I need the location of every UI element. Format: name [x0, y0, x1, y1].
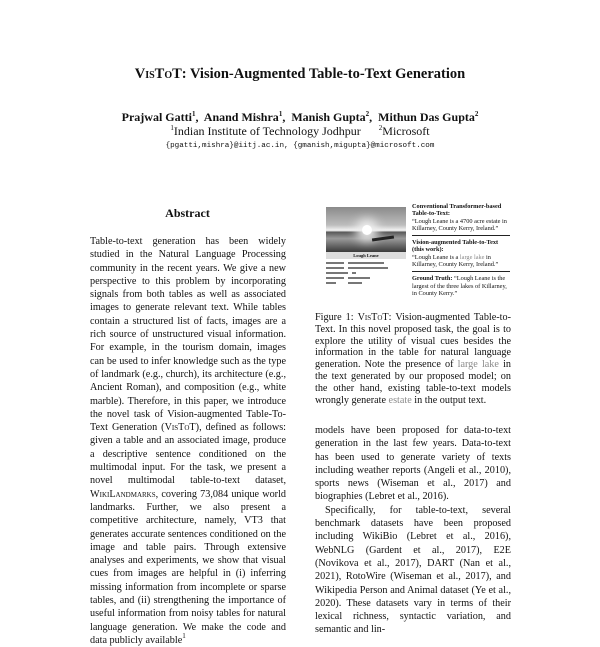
infobox-row	[326, 277, 406, 279]
abstract-heading: Abstract	[165, 206, 210, 220]
paragraph: Specifically, for table-to-text, several benchmark datasets have been proposed including WikiBio (Lebret et al., 2016), WebNLG (Gardent et al., 2017), E2E (Novikova et al., 2017), DART (Nan et al., 2021), RotoWire (Wiseman et al., 2017), and Wikipedia Person and Animal dataset (Ye et al., 2020). These datasets vary in terms of their lexical richness, syntactic variation, and semantic and lin-	[315, 504, 511, 636]
figure-lake-image	[326, 207, 406, 252]
ground-truth: Ground Truth: “Lough Leane is the largest of the three lakes of Killarney, in County Kerry.”	[412, 271, 510, 300]
author: Manish Gupta$^2$,	[291, 110, 376, 124]
abstract-text: Table-to-text generation has been widely studied in the Natural Language Processing community in the recent years. We give a new perspective to this problem by incorporating signals from both tables as well as associated images to generate relevant text. While tables contain a structured list of facts, images are a rich source of unstructured visual information. For example, in the tourism domain, images can be used to infer knowledge such as the type of landmark (e.g., church), its architecture (e.g., Ancient Roman), and composition (e.g., white marble). Therefore, in this paper, we introduce the novel task of Vision-augmented Table-To-Text Generation (VisToT), defined as follows: given a table and an associated image, produce a descriptive sentence conditioned on the multimodal input. For the task, we present a novel multimodal table-to-text dataset, WikiLandmarks, covering 73,084 unique world landmarks. Further, we also present a competitive architecture, namely, VT3 that generates accurate sentences conditioned on the image and table pairs. Through extensive analyses and experiments, we show that visual cues from images are helpful in (i) inferring missing information from incomplete or sparse tables, and (ii) strengthening the importance of useful information from noisy tables for natural language generation. We make the code and data publicly available$^1$	[90, 236, 286, 646]
introduction-text	[315, 424, 511, 637]
title-short: VisToT	[134, 66, 182, 82]
affiliation: $^2$Microsoft	[378, 124, 430, 138]
sun-shape	[362, 225, 372, 235]
figure-comparison-text	[412, 202, 510, 300]
figure-infobox-table	[326, 252, 406, 300]
boat-shape	[372, 235, 394, 241]
footnote-mark[interactable]: 1	[182, 631, 186, 640]
infobox-row	[326, 272, 406, 274]
infobox-row	[326, 262, 406, 264]
infobox-row	[326, 282, 406, 284]
author: Anand Mishra$^1$,	[203, 110, 289, 124]
paragraph: models have been proposed for data-to-text generation in the last few years. Data-to-text has been used to generate variety of texts including weather reports (Angeli et al., 2010), sports news (Wiseman et al., 2017) and biographies (Lebret et al., 2016).	[315, 425, 511, 503]
vision-augmented-output: Vision-augmented Table-to-Text (this work): “Lough Leane is a large lake in Killarney, County Kerry, Ireland.”	[412, 235, 510, 271]
affiliations	[0, 124, 600, 139]
author-emails: {pgatti,mishra}@iitj.ac.in, {gmanish,migupta}@microsoft.com	[165, 142, 435, 150]
author: Prajwal Gatti$^1$,	[121, 110, 202, 124]
author-list	[0, 110, 600, 125]
infobox-title: Lough Leane	[326, 252, 406, 259]
title-rest: : Vision-Augmented Table-to-Text Generation	[181, 66, 466, 82]
figure-caption: Figure 1: VisToT: Vision-augmented Table-to-Text. In this novel proposed task, the goal is to explore the utility of visual cues besides the information in the table for natural language generation. Note the presence of large lake in the text generated by our proposed model; on the other hand, existing table-to-text models wrongly generate estate in the output text.	[315, 312, 511, 406]
infobox-row	[326, 267, 406, 269]
paper-title	[0, 66, 600, 83]
conventional-output: Conventional Transformer-based Table-to-Text: “Lough Leane is a 4700 acre estate in Killarney, County Kerry, Ireland.”	[412, 203, 507, 232]
affiliation: $^1$Indian Institute of Technology Jodhpur	[170, 124, 361, 138]
author: Mithun Das Gupta$^2$	[378, 110, 479, 124]
